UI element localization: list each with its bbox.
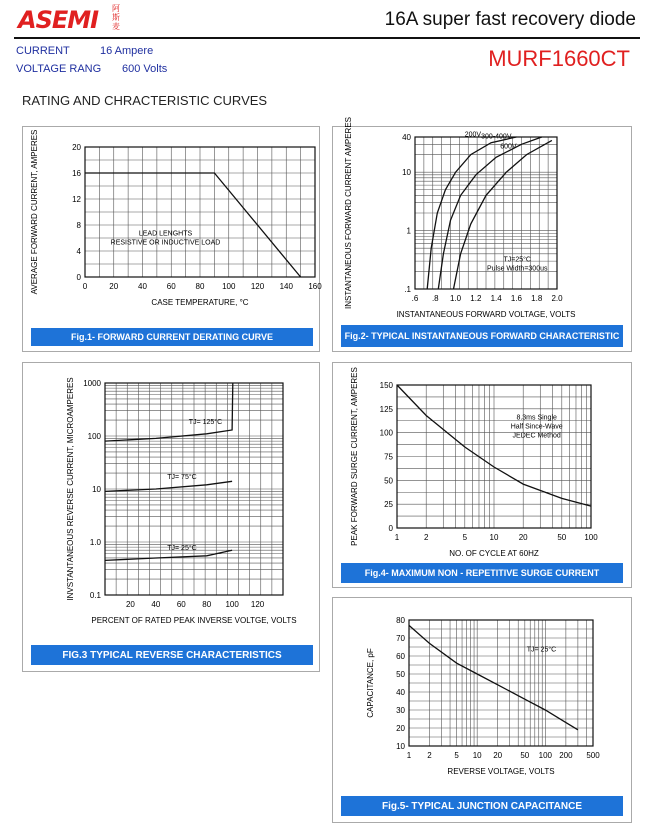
- brand-logo-chinese: 阿斯麦: [112, 4, 120, 31]
- x-tick-label: 80: [195, 282, 205, 291]
- x-tick-label: 10: [489, 533, 499, 542]
- fig5-caption: Fig.5- TYPICAL JUNCTION CAPACITANCE: [341, 796, 623, 816]
- series-label: 300-400V: [481, 133, 512, 141]
- y-axis-label: PEAK FORWARD SURGE CURRENT, AMPERES: [350, 367, 359, 546]
- x-tick-label: 100: [538, 751, 553, 760]
- x-tick-label: .6: [411, 294, 419, 303]
- fig3-chart: [23, 363, 319, 671]
- series-label: TJ= 75°C: [167, 473, 197, 481]
- fig5-chart: [333, 598, 631, 822]
- x-tick-label: 20: [493, 751, 503, 760]
- x-tick-label: 100: [584, 533, 598, 542]
- series-line: [105, 481, 232, 491]
- series-line: [105, 383, 233, 441]
- x-tick-label: 120: [250, 600, 265, 609]
- x-axis-label: NO. OF CYCLE AT 60HZ: [449, 549, 539, 558]
- current-label: CURRENT: [16, 45, 70, 57]
- x-tick-label: 1.8: [531, 294, 543, 303]
- x-tick-label: 40: [138, 282, 147, 291]
- y-axis-label: INSTANTANEOUS FORWARD CURRENT AMPERES: [344, 116, 353, 310]
- y-tick-label: 20: [396, 724, 405, 733]
- y-tick-label: 10: [92, 485, 101, 494]
- x-tick-label: 50: [557, 533, 567, 542]
- x-tick-label: 5: [454, 751, 459, 760]
- page-title: 16A super fast recovery diode: [384, 9, 636, 30]
- x-tick-label: 10: [472, 751, 482, 760]
- series-line: [409, 625, 578, 729]
- annotation-text: Half Since-Wave: [510, 423, 563, 431]
- y-tick-label: 40: [402, 133, 411, 142]
- annotation-text: Pulse Width=300us: [486, 265, 548, 273]
- fig3-caption: FIG.3 TYPICAL REVERSE CHARACTERISTICS: [31, 645, 313, 665]
- voltage-value: 600 Volts: [122, 63, 168, 75]
- x-tick-label: 1.6: [510, 294, 522, 303]
- y-axis-label: INVSTANTANEOUS REVERSE CURRENT, MICROAMPERES: [66, 377, 75, 601]
- x-tick-label: 100: [222, 282, 236, 291]
- x-tick-label: 1: [406, 751, 412, 760]
- series-label: 600V: [500, 143, 517, 151]
- fig3-panel: [22, 362, 320, 672]
- y-tick-label: 100: [379, 428, 393, 438]
- x-tick-label: 80: [202, 600, 212, 609]
- annotation-text: TJ=25°C: [503, 256, 531, 264]
- annotation-text: TJ= 25°C: [526, 646, 557, 654]
- x-tick-label: 2: [423, 533, 429, 542]
- x-tick-label: 5: [462, 533, 468, 542]
- x-tick-label: 20: [518, 533, 528, 542]
- x-tick-label: 1.4: [490, 294, 502, 303]
- fig4-panel: [332, 362, 632, 588]
- y-tick-label: 100: [87, 432, 101, 441]
- annotation-text: LEAD LENGHTS: [138, 230, 193, 238]
- y-tick-label: 10: [396, 742, 405, 751]
- y-tick-label: 80: [396, 616, 405, 625]
- x-axis-label: INSTANTANEOUS FORWARD VOLTAGE, VOLTS: [396, 310, 576, 319]
- y-tick-label: 1: [406, 226, 411, 236]
- y-tick-label: 0.1: [89, 591, 101, 600]
- voltage-label: VOLTAGE RANG: [16, 63, 102, 75]
- x-tick-label: 100: [225, 600, 239, 609]
- x-tick-label: 160: [308, 282, 322, 291]
- y-tick-label: 30: [396, 706, 405, 715]
- x-tick-label: 200: [559, 751, 573, 760]
- fig4-chart: [333, 363, 631, 587]
- y-tick-label: 125: [379, 404, 393, 414]
- part-number: MURF1660CT: [488, 46, 630, 71]
- x-tick-label: 20: [109, 282, 119, 291]
- fig4-caption: Fig.4- MAXIMUM NON - REPETITIVE SURGE CURRENT: [341, 563, 623, 583]
- y-tick-label: 0: [76, 273, 81, 282]
- x-tick-label: 1: [394, 533, 400, 542]
- series-label: TJ= 25°C: [167, 544, 197, 552]
- x-tick-label: 500: [586, 751, 600, 760]
- y-tick-label: 12: [72, 195, 81, 204]
- y-tick-label: 8: [76, 221, 81, 230]
- y-tick-label: 1.0: [89, 538, 101, 547]
- series-label: 200V: [464, 131, 482, 139]
- y-tick-label: 50: [396, 670, 405, 679]
- brand-logo: ASEMI: [18, 6, 99, 34]
- y-tick-label: 40: [396, 688, 405, 697]
- fig2-caption: Fig.2- TYPICAL INSTANTANEOUS FORWARD CHARACTERISTIC: [341, 325, 623, 347]
- x-tick-label: 1.2: [470, 294, 482, 303]
- y-tick-label: 4: [76, 247, 81, 256]
- y-tick-label: 25: [384, 500, 393, 510]
- current-value: 16 Ampere: [100, 45, 154, 57]
- x-axis-label: PERCENT OF RATED PEAK INVERSE VOLTGE, VOLTS: [91, 616, 297, 625]
- x-tick-label: 2: [427, 751, 432, 760]
- annotation-text: 8.3ms Single: [516, 414, 557, 422]
- x-tick-label: .8: [431, 294, 439, 303]
- y-axis-label: CAPACITANCE, pF: [366, 648, 375, 718]
- annotation-text: RESISTIVE OR INDUCTIVE LOAD: [110, 239, 221, 247]
- y-tick-label: 75: [384, 452, 393, 462]
- section-title: RATING AND CHRACTERISTIC CURVES: [22, 93, 268, 108]
- x-tick-label: 120: [250, 282, 265, 291]
- x-tick-label: 2.0: [551, 294, 563, 303]
- y-tick-label: 16: [72, 169, 81, 178]
- x-tick-label: 60: [166, 282, 176, 291]
- x-tick-label: 1.0: [450, 294, 462, 303]
- x-tick-label: 50: [520, 751, 530, 760]
- y-tick-label: 60: [396, 652, 405, 661]
- fig1-chart: [23, 127, 322, 351]
- y-tick-label: 50: [384, 476, 393, 486]
- x-axis-label: REVERSE VOLTAGE, VOLTS: [447, 767, 555, 776]
- x-tick-label: 140: [279, 282, 293, 291]
- y-tick-label: 0: [388, 524, 393, 533]
- y-tick-label: 1000: [83, 379, 101, 388]
- y-tick-label: 10: [402, 168, 411, 178]
- x-axis-label: CASE TEMPERATURE, °C: [151, 298, 249, 307]
- y-axis-label: AVERAGE FORWARD CURRENT, AMPERES: [30, 129, 39, 295]
- annotation-text: JEDEC Method: [512, 432, 561, 440]
- x-tick-label: 0: [82, 282, 88, 291]
- x-tick-label: 60: [176, 600, 186, 609]
- fig1-caption: Fig.1- FORWARD CURRENT DERATING CURVE: [31, 328, 313, 346]
- x-tick-label: 20: [125, 600, 135, 609]
- y-tick-label: 20: [72, 143, 81, 152]
- fig2-panel: [332, 116, 632, 352]
- header-divider: [14, 37, 640, 39]
- fig2-chart: [333, 116, 631, 351]
- fig5-panel: [332, 597, 632, 823]
- y-tick-label: 150: [379, 381, 393, 390]
- series-label: TJ= 125°C: [188, 418, 223, 426]
- y-tick-label: 70: [396, 634, 405, 643]
- x-tick-label: 40: [151, 600, 161, 609]
- y-tick-label: .1: [404, 285, 411, 294]
- fig1-panel: [22, 126, 320, 352]
